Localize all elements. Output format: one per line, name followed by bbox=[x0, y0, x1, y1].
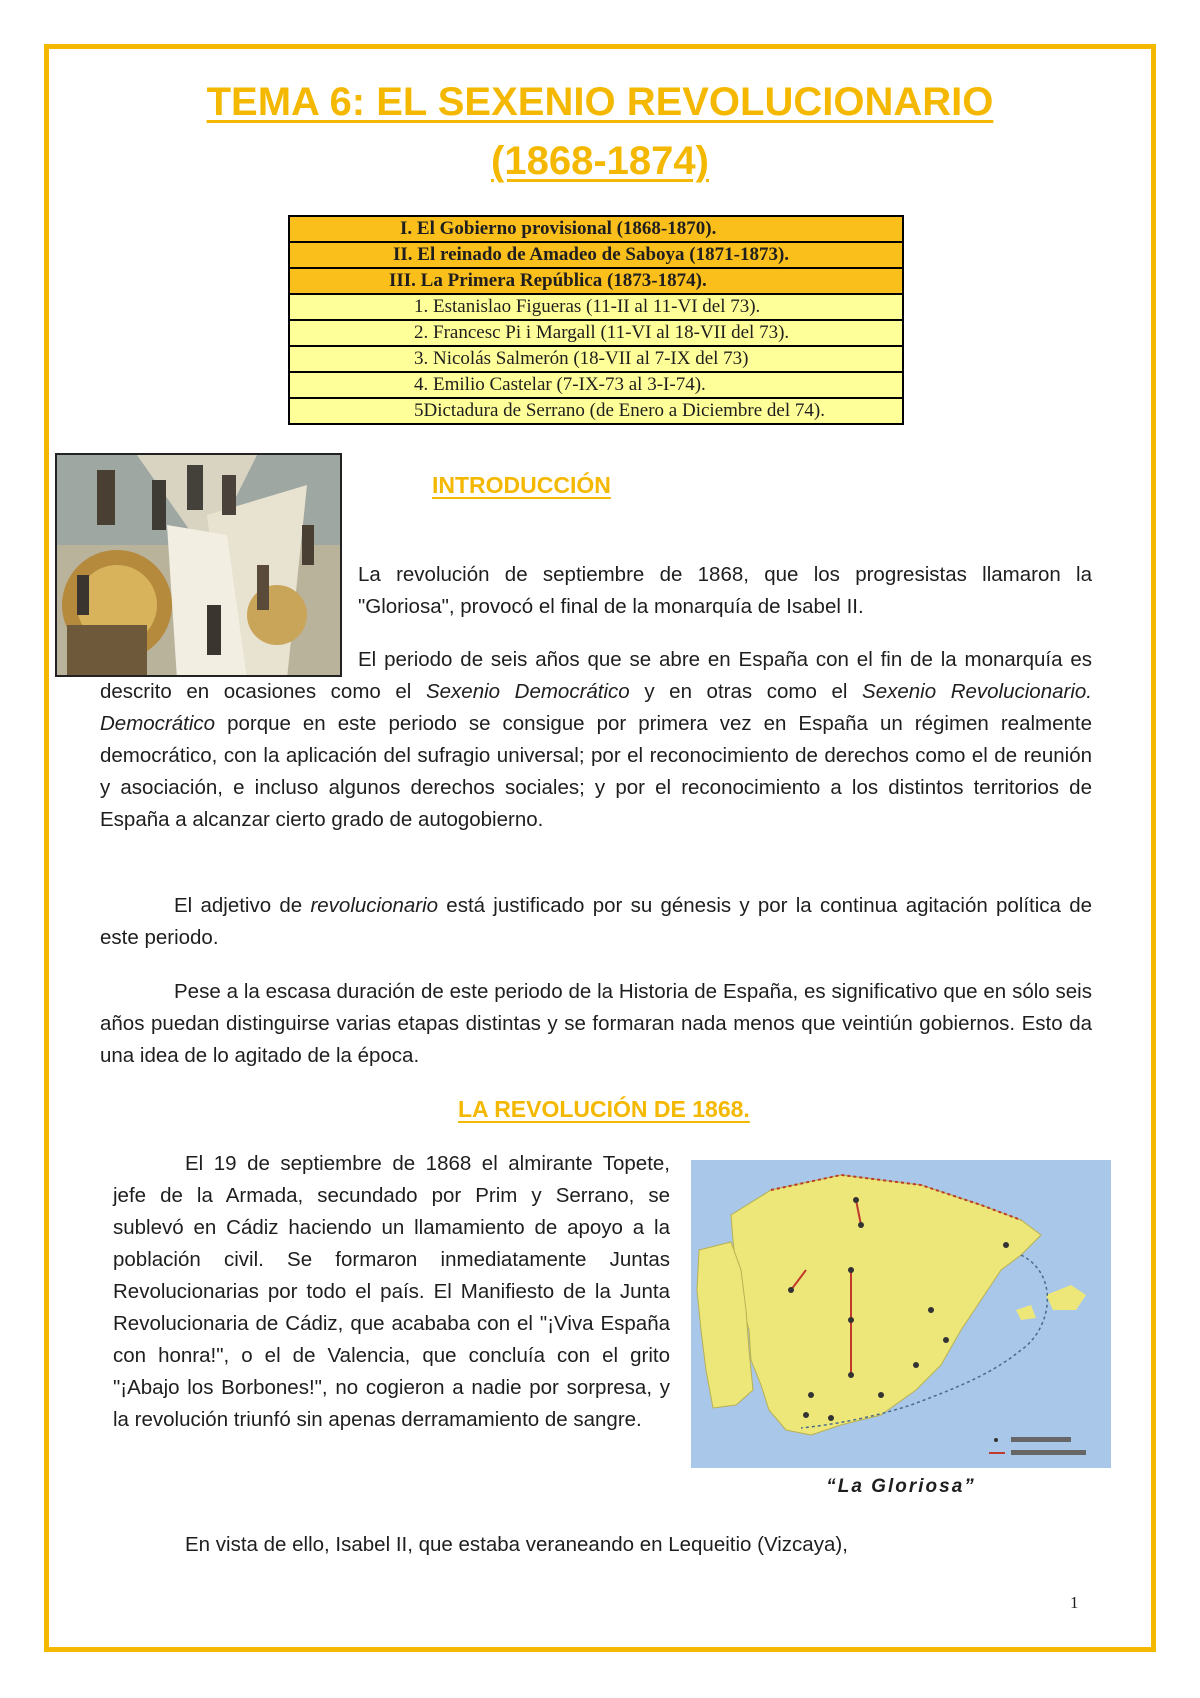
table-row bbox=[289, 216, 903, 242]
table-row bbox=[289, 268, 903, 294]
text-span: El periodo de seis años que se abre en España con el fin de la monarquía es descrito en ocasiones como el bbox=[100, 648, 1092, 703]
table-cell: 5Dictadura de Serrano (de Enero a Diciembre del 74). bbox=[289, 398, 903, 424]
table-row bbox=[289, 398, 903, 424]
page-title: TEMA 6: EL SEXENIO REVOLUCIONARIO bbox=[206, 80, 994, 124]
text-span: El adjetivo de bbox=[174, 894, 311, 917]
intro-paragraph-2 bbox=[100, 644, 1092, 836]
intro-paragraph-1: La revolución de septiembre de 1868, que los progresistas llamaron la "Gloriosa", provocó el final de la monarquía de Isabel II. bbox=[358, 563, 1092, 618]
revolution-paragraph-1: El 19 de septiembre de 1868 el almirante Topete, jefe de la Armada, secundado por Prim y Serrano, se sublevó en Cádiz haciendo un llamamiento de apoyo a la población civil. Se formaron inmediatamente Juntas Revolucionarias por todo el país. El Manifiesto de la Junta Revolucionaria de Cádiz, que acababa con el "¡Viva España con honra!", o el de Valencia, que concluía con el grito "¡Abajo los Borbones!", no cogieron a nadie por sorpresa, y la revolución triunfó sin apenas derramamiento de sangre. bbox=[113, 1152, 670, 1431]
intro-paragraph-3 bbox=[100, 890, 1092, 954]
contents-table bbox=[288, 215, 904, 425]
revolution-heading: LA REVOLUCIÓN DE 1868. bbox=[458, 1096, 750, 1122]
text-span: y en otras como el bbox=[629, 680, 863, 703]
table-cell: III. La Primera República (1873-1874). bbox=[289, 268, 903, 294]
intro-paragraph-4: Pese a la escasa duración de este periodo de la Historia de España, es significativo que en sólo seis años puedan distinguirse varias etapas distintas y se formaran nada menos que veintiún gobiernos. Esto da una idea de lo agitado de la época. bbox=[100, 980, 1092, 1067]
table-cell: 1. Estanislao Figueras (11-II al 11-VI del 73). bbox=[289, 294, 903, 320]
italic-term: Sexenio Revolucionario. Democrático bbox=[100, 680, 1092, 735]
table-row bbox=[289, 346, 903, 372]
table-row bbox=[289, 242, 903, 268]
map-caption: “La Gloriosa” bbox=[826, 1476, 976, 1497]
table-row bbox=[289, 294, 903, 320]
introduction-heading: INTRODUCCIÓN bbox=[432, 472, 611, 498]
revolution-map bbox=[691, 1160, 1111, 1468]
text-span: está justificado por su génesis y por la continua agitación política de este periodo. bbox=[100, 894, 1092, 949]
table-cell: I. El Gobierno provisional (1868-1870). bbox=[289, 216, 903, 242]
spain-map-illustration bbox=[691, 1160, 1111, 1468]
italic-term: Sexenio Democrático bbox=[425, 680, 630, 703]
page-title-years: (1868-1874) bbox=[491, 139, 709, 183]
page-number: 1 bbox=[1070, 1593, 1079, 1612]
table-row bbox=[289, 372, 903, 398]
table-cell: 3. Nicolás Salmerón (18-VII al 7-IX del 73) bbox=[289, 346, 903, 372]
table-row bbox=[289, 320, 903, 346]
revolution-paragraph-2: En vista de ello, Isabel II, que estaba veraneando en Lequeitio (Vizcaya), bbox=[185, 1533, 848, 1556]
text-span: porque en este periodo se consigue por primera vez en España un régimen realmente democrático, con la aplicación del sufragio universal; por el reconocimiento de derechos como el de reunión y asociación, e incluso algunos derechos sociales; y por el reconocimiento a los distintos territorios de España a alcanzar cierto grado de autogobierno. bbox=[100, 712, 1092, 831]
italic-term: revolucionario bbox=[310, 894, 439, 917]
table-cell: 4. Emilio Castelar (7-IX-73 al 3-I-74). bbox=[289, 372, 903, 398]
table-cell: II. El reinado de Amadeo de Saboya (1871-1873). bbox=[289, 242, 903, 268]
table-cell: 2. Francesc Pi i Margall (11-VI al 18-VII del 73). bbox=[289, 320, 903, 346]
